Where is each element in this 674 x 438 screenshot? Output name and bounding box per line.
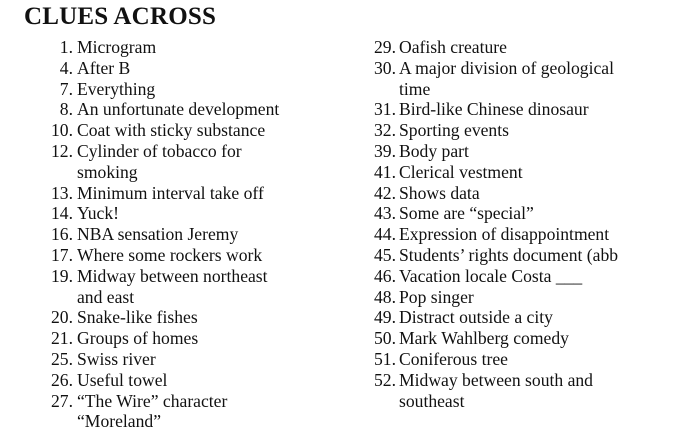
clue-text-line: NBA sensation Jeremy (77, 224, 239, 245)
clue-number: 30. (374, 57, 396, 78)
clue-text (399, 266, 674, 287)
clue-number: 29. (374, 37, 396, 57)
clue-text-line: A major division of geological (399, 57, 614, 78)
clue-number: 45. (374, 244, 396, 265)
clue-text-line: “The Wire” character (77, 390, 228, 411)
clue-text-line: Vacation locale Costa ___ (399, 265, 583, 286)
clue-text-line: Oafish creature (399, 37, 507, 57)
clue-number: 52. (374, 369, 396, 390)
clue-number: 51. (374, 348, 396, 369)
clue-text-line: and east (77, 286, 135, 307)
clue-text-line: Microgram (77, 37, 157, 57)
clue-text-line: southeast (399, 390, 465, 411)
clue-item (356, 141, 674, 162)
clue-text-line: Body part (399, 140, 469, 161)
clue-number: 12. (51, 140, 73, 161)
clue-item (0, 391, 340, 433)
clue-item (356, 266, 674, 287)
clue-number: 46. (374, 265, 396, 286)
clue-number: 17. (51, 244, 73, 265)
clue-item (356, 287, 674, 308)
clue-text (399, 162, 674, 183)
clue-number: 49. (374, 307, 396, 328)
clue-text-line: Sporting events (399, 120, 509, 141)
clue-number: 25. (51, 348, 73, 369)
clue-text-line: Groups of homes (77, 328, 199, 349)
clues-right-column (356, 37, 674, 411)
clue-number: 16. (51, 224, 73, 245)
clue-number: 41. (374, 161, 396, 182)
clue-text (399, 245, 674, 266)
clue-number: 19. (51, 265, 73, 286)
clue-item (356, 183, 674, 204)
clue-text (77, 141, 340, 183)
clue-item (0, 58, 340, 79)
clue-text (399, 141, 674, 162)
clue-item (356, 349, 674, 370)
clue-number: 13. (51, 182, 73, 203)
clue-item (0, 79, 340, 100)
clue-number: 10. (51, 120, 73, 141)
clue-text-line: Useful towel (77, 369, 168, 390)
clue-text (77, 37, 340, 58)
clue-item (0, 141, 340, 183)
clue-text (77, 307, 340, 328)
clue-text (399, 37, 674, 58)
clue-text (399, 203, 674, 224)
clue-item (0, 328, 340, 349)
clue-text (399, 120, 674, 141)
clue-text-line: Mark Wahlberg comedy (399, 328, 569, 349)
clue-text (77, 203, 340, 224)
clue-text-line: An unfortunate development (77, 99, 280, 120)
clue-text-line: Midway between south and (399, 369, 593, 390)
clue-text (399, 349, 674, 370)
clue-text-line: Distract outside a city (399, 307, 553, 328)
clue-item (356, 245, 674, 266)
clue-item (356, 99, 674, 120)
clue-item (356, 37, 674, 58)
clue-text-line: Bird-like Chinese dinosaur (399, 99, 589, 120)
clue-item (0, 99, 340, 120)
clue-text-line: Coniferous tree (399, 348, 508, 369)
clue-text (399, 370, 674, 412)
clue-text-line: “Moreland” (77, 411, 162, 432)
clue-item (356, 58, 674, 100)
clue-number: 14. (51, 203, 73, 224)
clue-item (356, 370, 674, 412)
clue-text-line: Shows data (399, 182, 480, 203)
clue-number: 39. (374, 140, 396, 161)
clue-text-line: Snake-like fishes (77, 307, 198, 328)
clue-text (399, 328, 674, 349)
clue-text-line: Students’ rights document (abb (399, 244, 619, 265)
clue-item (0, 370, 340, 391)
clue-number: 48. (374, 286, 396, 307)
clue-text (77, 79, 340, 100)
clue-text-line: smoking (77, 161, 138, 182)
clue-number: 43. (374, 203, 396, 224)
clue-item (0, 37, 340, 58)
clue-number: 21. (51, 328, 73, 349)
clue-item (0, 224, 340, 245)
clue-text-line: time (399, 78, 431, 99)
clue-text (399, 307, 674, 328)
clue-text (399, 99, 674, 120)
clue-text-line: Expression of disappointment (399, 224, 610, 245)
clue-text-line: After B (77, 57, 131, 78)
clue-text (77, 58, 340, 79)
clue-text (399, 224, 674, 245)
clue-number: 1. (59, 37, 73, 57)
clue-text (77, 183, 340, 204)
clue-text-line: Midway between northeast (77, 265, 268, 286)
clue-text-line: Everything (77, 78, 156, 99)
clue-item (356, 328, 674, 349)
clue-item (356, 162, 674, 183)
clue-text (77, 120, 340, 141)
clue-number: 7. (59, 78, 73, 99)
clue-text-line: Minimum interval take off (77, 182, 264, 203)
clue-text (77, 224, 340, 245)
clue-number: 27. (51, 390, 73, 411)
clue-item (0, 349, 340, 370)
clue-text (77, 370, 340, 391)
clue-number: 20. (51, 307, 73, 328)
clue-number: 42. (374, 182, 396, 203)
clue-item (356, 307, 674, 328)
clue-number: 50. (374, 328, 396, 349)
clue-text (77, 328, 340, 349)
clue-number: 4. (59, 57, 73, 78)
clue-text-line: Pop singer (399, 286, 474, 307)
clue-number: 8. (59, 99, 73, 120)
clue-item (0, 266, 340, 308)
clue-text (399, 183, 674, 204)
clue-item (0, 203, 340, 224)
clue-text-line: Some are “special” (399, 203, 534, 224)
clue-text (77, 349, 340, 370)
clue-item (0, 183, 340, 204)
clue-text (77, 99, 340, 120)
clue-item (0, 245, 340, 266)
clue-number: 26. (51, 369, 73, 390)
clue-item (356, 224, 674, 245)
clues-left-column (0, 37, 340, 432)
clue-text-line: Swiss river (77, 348, 156, 369)
clue-text (77, 391, 340, 433)
page-title: CLUES ACROSS (24, 3, 217, 30)
clue-text-line: Where some rockers work (77, 244, 263, 265)
clue-text (77, 266, 340, 308)
clue-item (0, 120, 340, 141)
clue-text (399, 287, 674, 308)
clue-item (356, 120, 674, 141)
clue-text-line: Cylinder of tobacco for (77, 140, 242, 161)
clue-text-line: Coat with sticky substance (77, 120, 266, 141)
clue-item (356, 203, 674, 224)
clue-number: 44. (374, 224, 396, 245)
clue-item (0, 307, 340, 328)
clue-text-line: Yuck! (77, 203, 120, 224)
clue-number: 31. (374, 99, 396, 120)
clue-text-line: Clerical vestment (399, 161, 523, 182)
clue-text (77, 245, 340, 266)
clue-number: 32. (374, 120, 396, 141)
clue-text (399, 58, 674, 100)
